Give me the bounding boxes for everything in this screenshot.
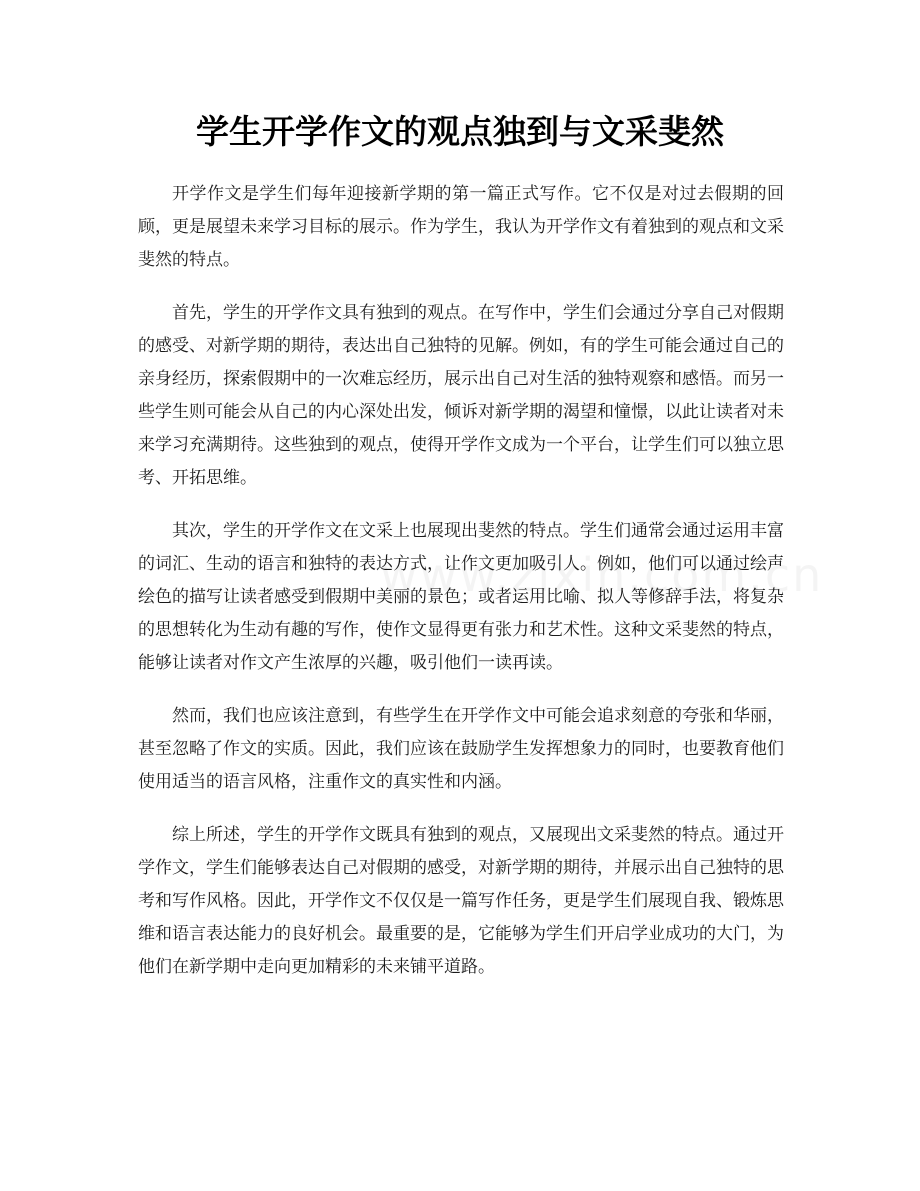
- paragraph-1: 开学作文是学生们每年迎接新学期的第一篇正式写作。它不仅是对过去假期的回顾，更是展望未来学习目标的展示。作为学生，我认为开学作文有着独到的观点和文采斐然的特点。: [138, 184, 784, 270]
- paragraph-5: 综上所述，学生的开学作文既具有独到的观点，又展现出文采斐然的特点。通过开学作文，学生们能够表达自己对假期的感受，对新学期的期待，并展示出自己独特的思考和写作风格。因此，开学作文不仅仅是一篇写作任务，更是学生们展现自我、锻炼思维和语言表达能力的良好机会。最重要的是，它能够为学生们开启学业成功的大门，为他们在新学期中走向更加精彩的未来铺平道路。: [138, 825, 784, 977]
- document-body: [138, 178, 784, 1004]
- paragraph-3: 其次，学生的开学作文在文采上也展现出斐然的特点。学生们通常会通过运用丰富的词汇、生动的语言和独特的表达方式，让作文更加吸引人。例如，他们可以通过绘声绘色的描写让读者感受到假期中美丽的景色；或者运用比喻、拟人等修辞手法，将复杂的思想转化为生动有趣的写作，使作文显得更有张力和艺术性。这种文采斐然的特点，能够让读者对作文产生浓厚的兴趣，吸引他们一读再读。: [138, 521, 784, 673]
- document-title: 学生开学作文的观点独到与文采斐然: [196, 112, 724, 151]
- paragraph-4: 然而，我们也应该注意到，有些学生在开学作文中可能会追求刻意的夸张和华丽，甚至忽略了作文的实质。因此，我们应该在鼓励学生发挥想象力的同时，也要教育他们使用适当的语言风格，注重作文的真实性和内涵。: [138, 706, 784, 792]
- paragraph-2: 首先，学生的开学作文具有独到的观点。在写作中，学生们会通过分享自己对假期的感受、对新学期的期待，表达出自己独特的见解。例如，有的学生可能会通过自己的亲身经历，探索假期中的一次难忘经历，展示出自己对生活的独特观察和感悟。而另一些学生则可能会从自己的内心深处出发，倾诉对新学期的渴望和憧憬，以此让读者对未来学习充满期待。这些独到的观点，使得开学作文成为一个平台，让学生们可以独立思考、开拓思维。: [138, 303, 784, 488]
